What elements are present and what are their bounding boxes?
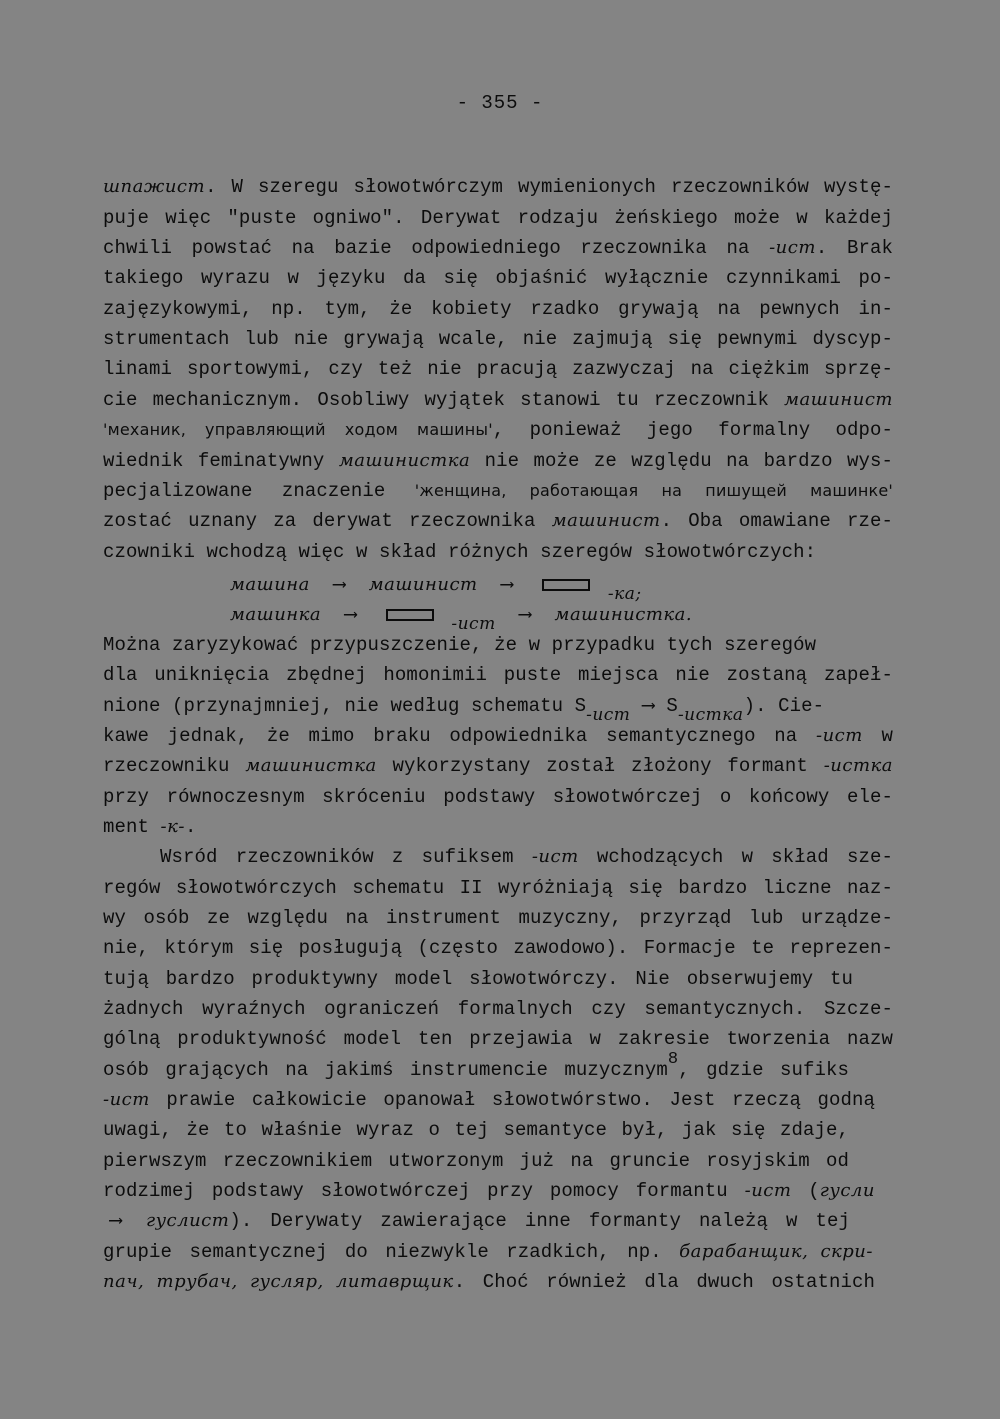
text-span: osób grających na jakimś instrumencie muzycznym — [103, 1059, 668, 1081]
cyrillic-word: машинист — [784, 389, 893, 410]
text-span: . Choć również dla dwuch ostatnich — [453, 1271, 875, 1293]
text-line — [103, 476, 893, 506]
arrow-icon: ⟶ — [501, 574, 513, 596]
text-line: wy osób ze względu na instrument muzyczny, przyrząd lub urządze- — [103, 907, 893, 929]
suffix-ist: -ист — [451, 614, 496, 634]
text-span: , ponieważ jego formalny odpo- — [492, 419, 893, 441]
text-span: . W szeregu słowotwórczym wymienionych rzeczowników wystę- — [205, 176, 893, 198]
text-span: , gdzie sufiks — [678, 1059, 849, 1081]
text-line — [103, 751, 893, 781]
text-line — [103, 1237, 873, 1267]
text-line — [103, 506, 893, 536]
text-span: nione (przynajmniej, nie według schematu S — [103, 695, 587, 717]
subscript-suffix: -истка — [677, 705, 744, 725]
text-span: S — [666, 695, 678, 717]
text-line: regów słowotwórczych schematu II wyróżniają się bardzo liczne naz- — [103, 877, 893, 899]
text-line — [103, 1050, 849, 1085]
text-span: wchodzących w skład sze- — [578, 846, 893, 868]
text-line: tują bardzo produktywny model słowotwórczy. Nie obserwujemy tu — [103, 968, 853, 990]
text-span: . Brak — [815, 237, 893, 259]
derivation-schema-row-2 — [230, 600, 693, 634]
empty-slot-box — [386, 609, 434, 621]
text-line: żadnych wyraźnych ograniczeń formalnych czy semantycznych. Szcze- — [103, 998, 893, 1020]
text-span: pecjalizowane znaczenie — [103, 480, 415, 502]
arrow-icon: ⟶ — [642, 695, 655, 717]
text-span: cie mechanicznym. Osobliwy wyjątek stanowi tu rzeczownik — [103, 389, 785, 411]
suffix-ka: -ка; — [607, 584, 642, 604]
text-line — [103, 233, 893, 263]
cyrillic-word: гуслист — [146, 1210, 230, 1231]
text-span: nie może ze względu na bardzo wys- — [470, 450, 893, 472]
text-line: pierwszym rzeczownikiem utworzonym już na gruncie rosyjskim od — [103, 1150, 849, 1172]
empty-slot-box — [542, 579, 590, 591]
text-line: Można zaryzykować przypuszczenie, że w przypadku tych szeregów — [103, 634, 817, 656]
text-span: . — [184, 816, 197, 838]
cyrillic-gloss: 'женщина, работающая на пишущей машинке' — [414, 481, 894, 500]
text-span: ( — [791, 1180, 820, 1202]
text-line — [103, 415, 893, 445]
text-line — [110, 1206, 850, 1236]
suffix-ist: -ист — [769, 237, 816, 258]
text-line — [103, 1176, 875, 1206]
text-span: Wsród rzeczowników z sufiksem — [160, 846, 532, 868]
text-span: zostać uznany za derywat rzeczownika — [103, 510, 552, 532]
text-span: . Oba omawiane rze- — [660, 510, 893, 532]
text-span: wykorzystany został złożony formant — [376, 755, 824, 777]
text-span: rzeczowniku — [103, 755, 246, 777]
text-line — [103, 385, 893, 415]
text-line: puje więc "puste ogniwo". Derywat rodzaju żeńskiego może w każdej — [103, 207, 893, 229]
text-line: przy równoczesnym skróceniu podstawy słowotwórczej o końcowy ele- — [103, 786, 893, 808]
cyrillic-words: пач, трубач, гусляр, литаврщик — [103, 1271, 454, 1292]
cyrillic-words: барабанщик, скри- — [679, 1241, 873, 1262]
text-line — [160, 842, 893, 872]
text-span: ). Derywaty zawierające inne formanty należą w tej — [229, 1210, 850, 1232]
text-line: czowniki wchodzą więc w skład różnych szeregów słowotwórczych: — [103, 541, 817, 563]
text-line: strumentach lub nie grywają wcale, nie zajmują się pewnymi dyscyp- — [103, 328, 893, 350]
text-span: rodzimej podstawy słowotwórczej przy pomocy formantu — [103, 1180, 745, 1202]
text-line: takiego wyrazu w języku da się objaśnić wyłącznie czynnikami po- — [103, 267, 893, 289]
arrow-icon: ⟶ — [333, 574, 346, 596]
suffix-istka: -истка — [823, 755, 893, 776]
cyrillic-word: машинист — [368, 574, 478, 595]
suffix-ist: -ист — [815, 725, 863, 746]
text-line: dla uniknięcia zbędnej homonimii puste miejsca nie zostaną zapeł- — [103, 664, 893, 686]
text-line: gólną produktywność model ten przejawia w zakresie tworzenia nazw — [103, 1028, 893, 1050]
cyrillic-word: машинистка — [338, 450, 471, 471]
text-line — [103, 691, 893, 725]
text-line — [103, 1267, 875, 1297]
text-line: zajęzykowymi, np. tym, że kobiety rzadko grywają na pewnych in- — [103, 298, 893, 320]
text-span: wiednik feminatywny — [103, 450, 339, 472]
arrow-icon: ⟶ — [110, 1210, 122, 1232]
derivation-schema-row-1 — [230, 570, 642, 604]
text-line: uwagi, że to właśnie wyraz o tej semantyce był, jak się zdaje, — [103, 1119, 849, 1141]
text-line — [103, 1085, 875, 1115]
subscript-suffix: -ист — [586, 705, 631, 725]
infix-k: -к- — [160, 816, 185, 837]
text-line — [103, 812, 893, 842]
text-line — [103, 721, 893, 751]
cyrillic-word: машинист — [551, 510, 661, 531]
cyrillic-word: машинистка. — [554, 604, 693, 625]
page-number: - 355 - — [456, 92, 544, 114]
cyrillic-gloss: 'механик, управляющий ходом машины' — [103, 420, 493, 439]
text-span: ). Cie- — [743, 695, 825, 717]
text-span: ment — [103, 816, 161, 838]
cyrillic-word: машинка — [230, 604, 322, 625]
text-span: prawie całkowicie opanował słowotwórstwo. Jest rzeczą godną — [149, 1089, 875, 1111]
footnote-marker: 8 — [667, 1050, 679, 1069]
text-span: w — [862, 725, 893, 747]
text-line — [103, 172, 893, 202]
arrow-icon: ⟶ — [519, 604, 531, 626]
suffix-ist: -ист — [531, 846, 579, 867]
suffix-ist: -ист — [103, 1089, 150, 1110]
cyrillic-word: машинистка — [245, 755, 377, 776]
text-line — [103, 446, 893, 476]
text-span: kawe jednak, że mimo braku odpowiednika semantycznego na — [103, 725, 816, 747]
arrow-icon: ⟶ — [344, 604, 357, 626]
text-span: chwili powstać na bazie odpowiedniego rzeczownika na — [103, 237, 770, 259]
text-span: grupie semantycznej do niezwykle rzadkich, np. — [103, 1241, 680, 1263]
cyrillic-word: гусли — [819, 1180, 875, 1201]
suffix-ist: -ист — [744, 1180, 792, 1201]
cyrillic-word: шпажист — [103, 176, 206, 197]
text-line: linami sportowymi, czy też nie pracują zazwyczaj na ciężkim sprzę- — [103, 358, 893, 380]
text-line: nie, którym się posługują (często zawodowo). Formacje te reprezen- — [103, 937, 893, 959]
cyrillic-word: машина — [230, 574, 310, 595]
